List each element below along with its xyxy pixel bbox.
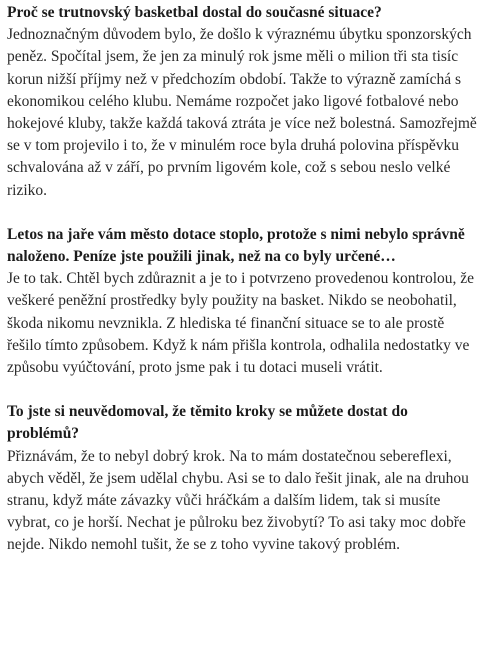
question-2: Letos na jaře vám město dotace stoplo, protože s nimi nebylo správně naloženo. Peníze jste použili jinak, než na co byly určené… [7,225,465,266]
interview-block-3 [7,401,478,556]
question-1: Proč se trutnovský basketbal dostal do současné situace? [7,4,382,21]
interview-block-2 [7,224,478,379]
answer-2: Je to tak. Chtěl bych zdůraznit a je to i potvrzeno provedenou kontrolou, že veškeré peněžní prostředky byly použity na basket. Nikdo se neobohatil, škoda nikomu nevznikla. Z hlediska té finanční situace se to ale prostě řešilo tímto způsobem. Když k nám přišla kontrola, odhalila nedostatky ve způsobu vyúčtování, proto jsme pak i tu dotaci museli vrátit. [7,270,475,377]
answer-1: Jednoznačným důvodem bylo, že došlo k výraznému úbytku sponzorských peněz. Spočítal jsem, že jen za minulý rok jsme měli o milion tři sta tisíc korun nižší příjmy než v předchozím období. Takže to výrazně zamíchá s ekonomikou celého klubu. Nemáme rozpočet jako ligové fotbalové nebo hokejové kluby, takže každá taková ztráta je více než bolestná. Samozřejmě se v tom projevilo i to, že v minulém roce byla druhá polovina příspěvku schvalována až v září, po prvním ligovém kole, což s sebou neslo velké riziko. [7,26,477,199]
question-3: To jste si neuvědomoval, že těmito kroky se můžete dostat do problémů? [7,403,408,443]
answer-3: Přiznávám, že to nebyl dobrý krok. Na to mám dostatečnou sebereflexi, abych věděl, že jsem udělal chybu. Asi se to dalo řešit jinak, ale na druhou stranu, když máte závazky vůči hráčkám a dalším lidem, tak si musíte vybrat, co je horší. Nechat je půlroku bez živobytí? To asi taky moc dobře nejde. Nikdo nemohl tušit, že se z toho vyvine takový problém. [7,447,469,554]
interview-block-1 [7,2,478,202]
